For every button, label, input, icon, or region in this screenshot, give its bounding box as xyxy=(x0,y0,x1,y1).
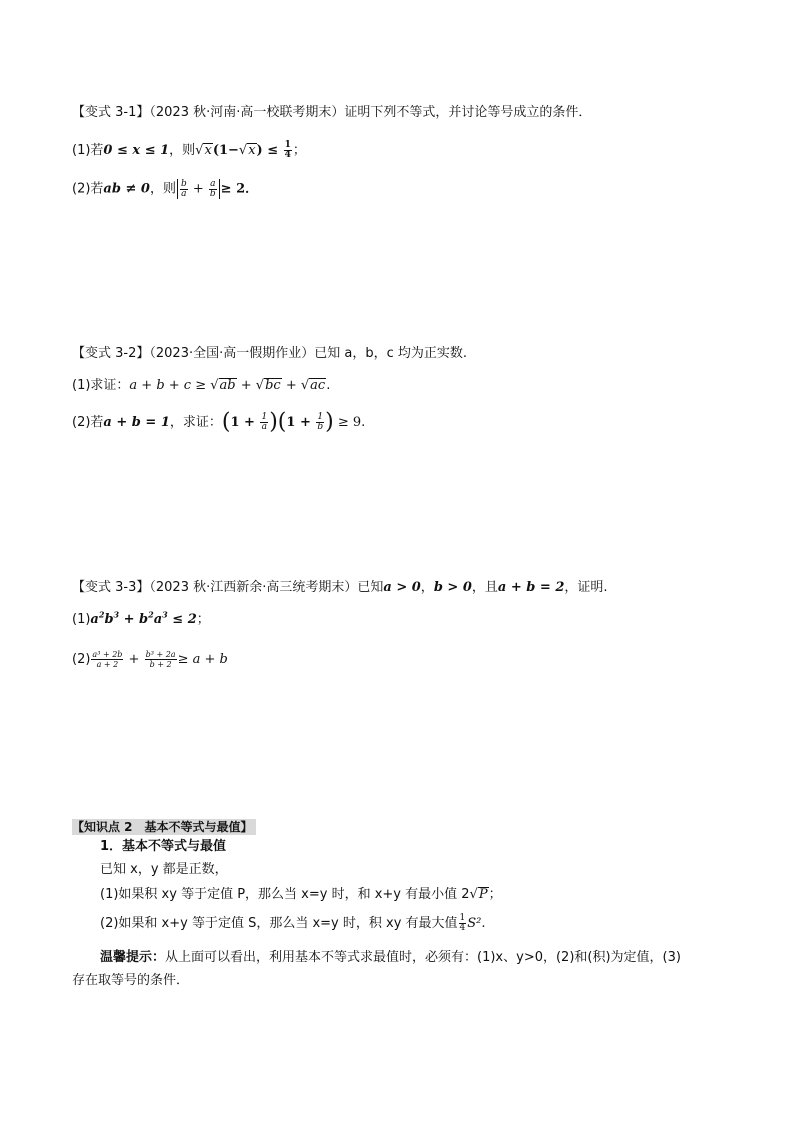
variant-3-2-header xyxy=(72,345,467,363)
variant-label: 【变式 3-2】 xyxy=(72,346,150,361)
knowledge-point-tag: 【知识点 2 基本不等式与最值】 xyxy=(72,819,256,835)
knowledge-rule-2: (2)如果和 x+y 等于定值 S，那么当 x=y 时，积 xy 有最大值 $\frac{1}{4}$ S². xyxy=(100,913,486,933)
variant-label: 【变式 3-1】 xyxy=(72,105,150,120)
variant-3-1-header xyxy=(72,104,591,122)
condition-math: 0 ≤ x ≤ 1 xyxy=(103,143,170,158)
variant-3-1-item-1: (1)若0 ≤ x ≤ 1，则√x(1−√x) ≤ $\frac{1}{4}$ ； xyxy=(72,140,306,160)
tip-label: 温馨提示： xyxy=(100,950,166,965)
variant-3-3-item-2: (2) $\frac{\text{a³ + 2b}}{a + 2}$ + $\frac{\text{b³ + 2a}}{b + 2}$ ≥ a + b xyxy=(72,650,228,669)
knowledge-rule-1: (1)如果积 xy 等于定值 P，那么当 x=y 时，和 x+y 有最小值 2√P； xyxy=(100,887,502,902)
variant-3-1-item-2: (2)若ab ≠ 0，则 $\frac{b}{a}$ + $\frac{a}{b}$ ≥ 2． xyxy=(72,178,259,199)
variant-prompt: 已知 a，b，c 均为正实数. xyxy=(314,346,467,361)
variant-source: （2023 秋·河南·高一校联考期末） xyxy=(149,105,345,120)
fraction-one-quarter: $\frac{1}{4}$ xyxy=(284,140,291,160)
variant-3-2-item-1: (1)求证：a + b + c ≥ √ab + √bc + √ac. xyxy=(72,378,331,393)
knowledge-tip-continuation: 存在取等号的条件． xyxy=(72,973,190,988)
variant-3-3-item-1: $(1)a^2b^3 + b^2a^3 \le 2$； xyxy=(72,609,210,627)
knowledge-tip: 温馨提示：从上面可以看出，利用基本不等式求最值时，必须有：(1)x、y>0，(2)和(积)为定值，(3) xyxy=(100,950,681,965)
variant-label: 【变式 3-3】 xyxy=(72,580,150,595)
knowledge-intro: 已知 x，y 都是正数， xyxy=(100,862,228,877)
knowledge-heading: 1．基本不等式与最值 xyxy=(100,839,227,854)
variant-3-2-item-2: (2)若a + b = 1，求证：(1 + $\frac{1}{a}$ )(1 + $\frac{1}{b}$ ) ≥ 9. xyxy=(72,409,366,435)
condition-math: ab ≠ 0 xyxy=(103,181,150,197)
variant-source: （2023·全国·高一假期作业） xyxy=(149,346,315,361)
variant-3-3-header: 【变式 3-3】（2023 秋·江西新余·高三统考期末）已知a > 0，b > 0，且a + b = 2，证明. xyxy=(72,580,608,595)
variant-prompt: 证明下列不等式，并讨论等号成立的条件． xyxy=(344,105,592,120)
variant-source: （2023 秋·江西新余·高三统考期末） xyxy=(149,580,358,595)
